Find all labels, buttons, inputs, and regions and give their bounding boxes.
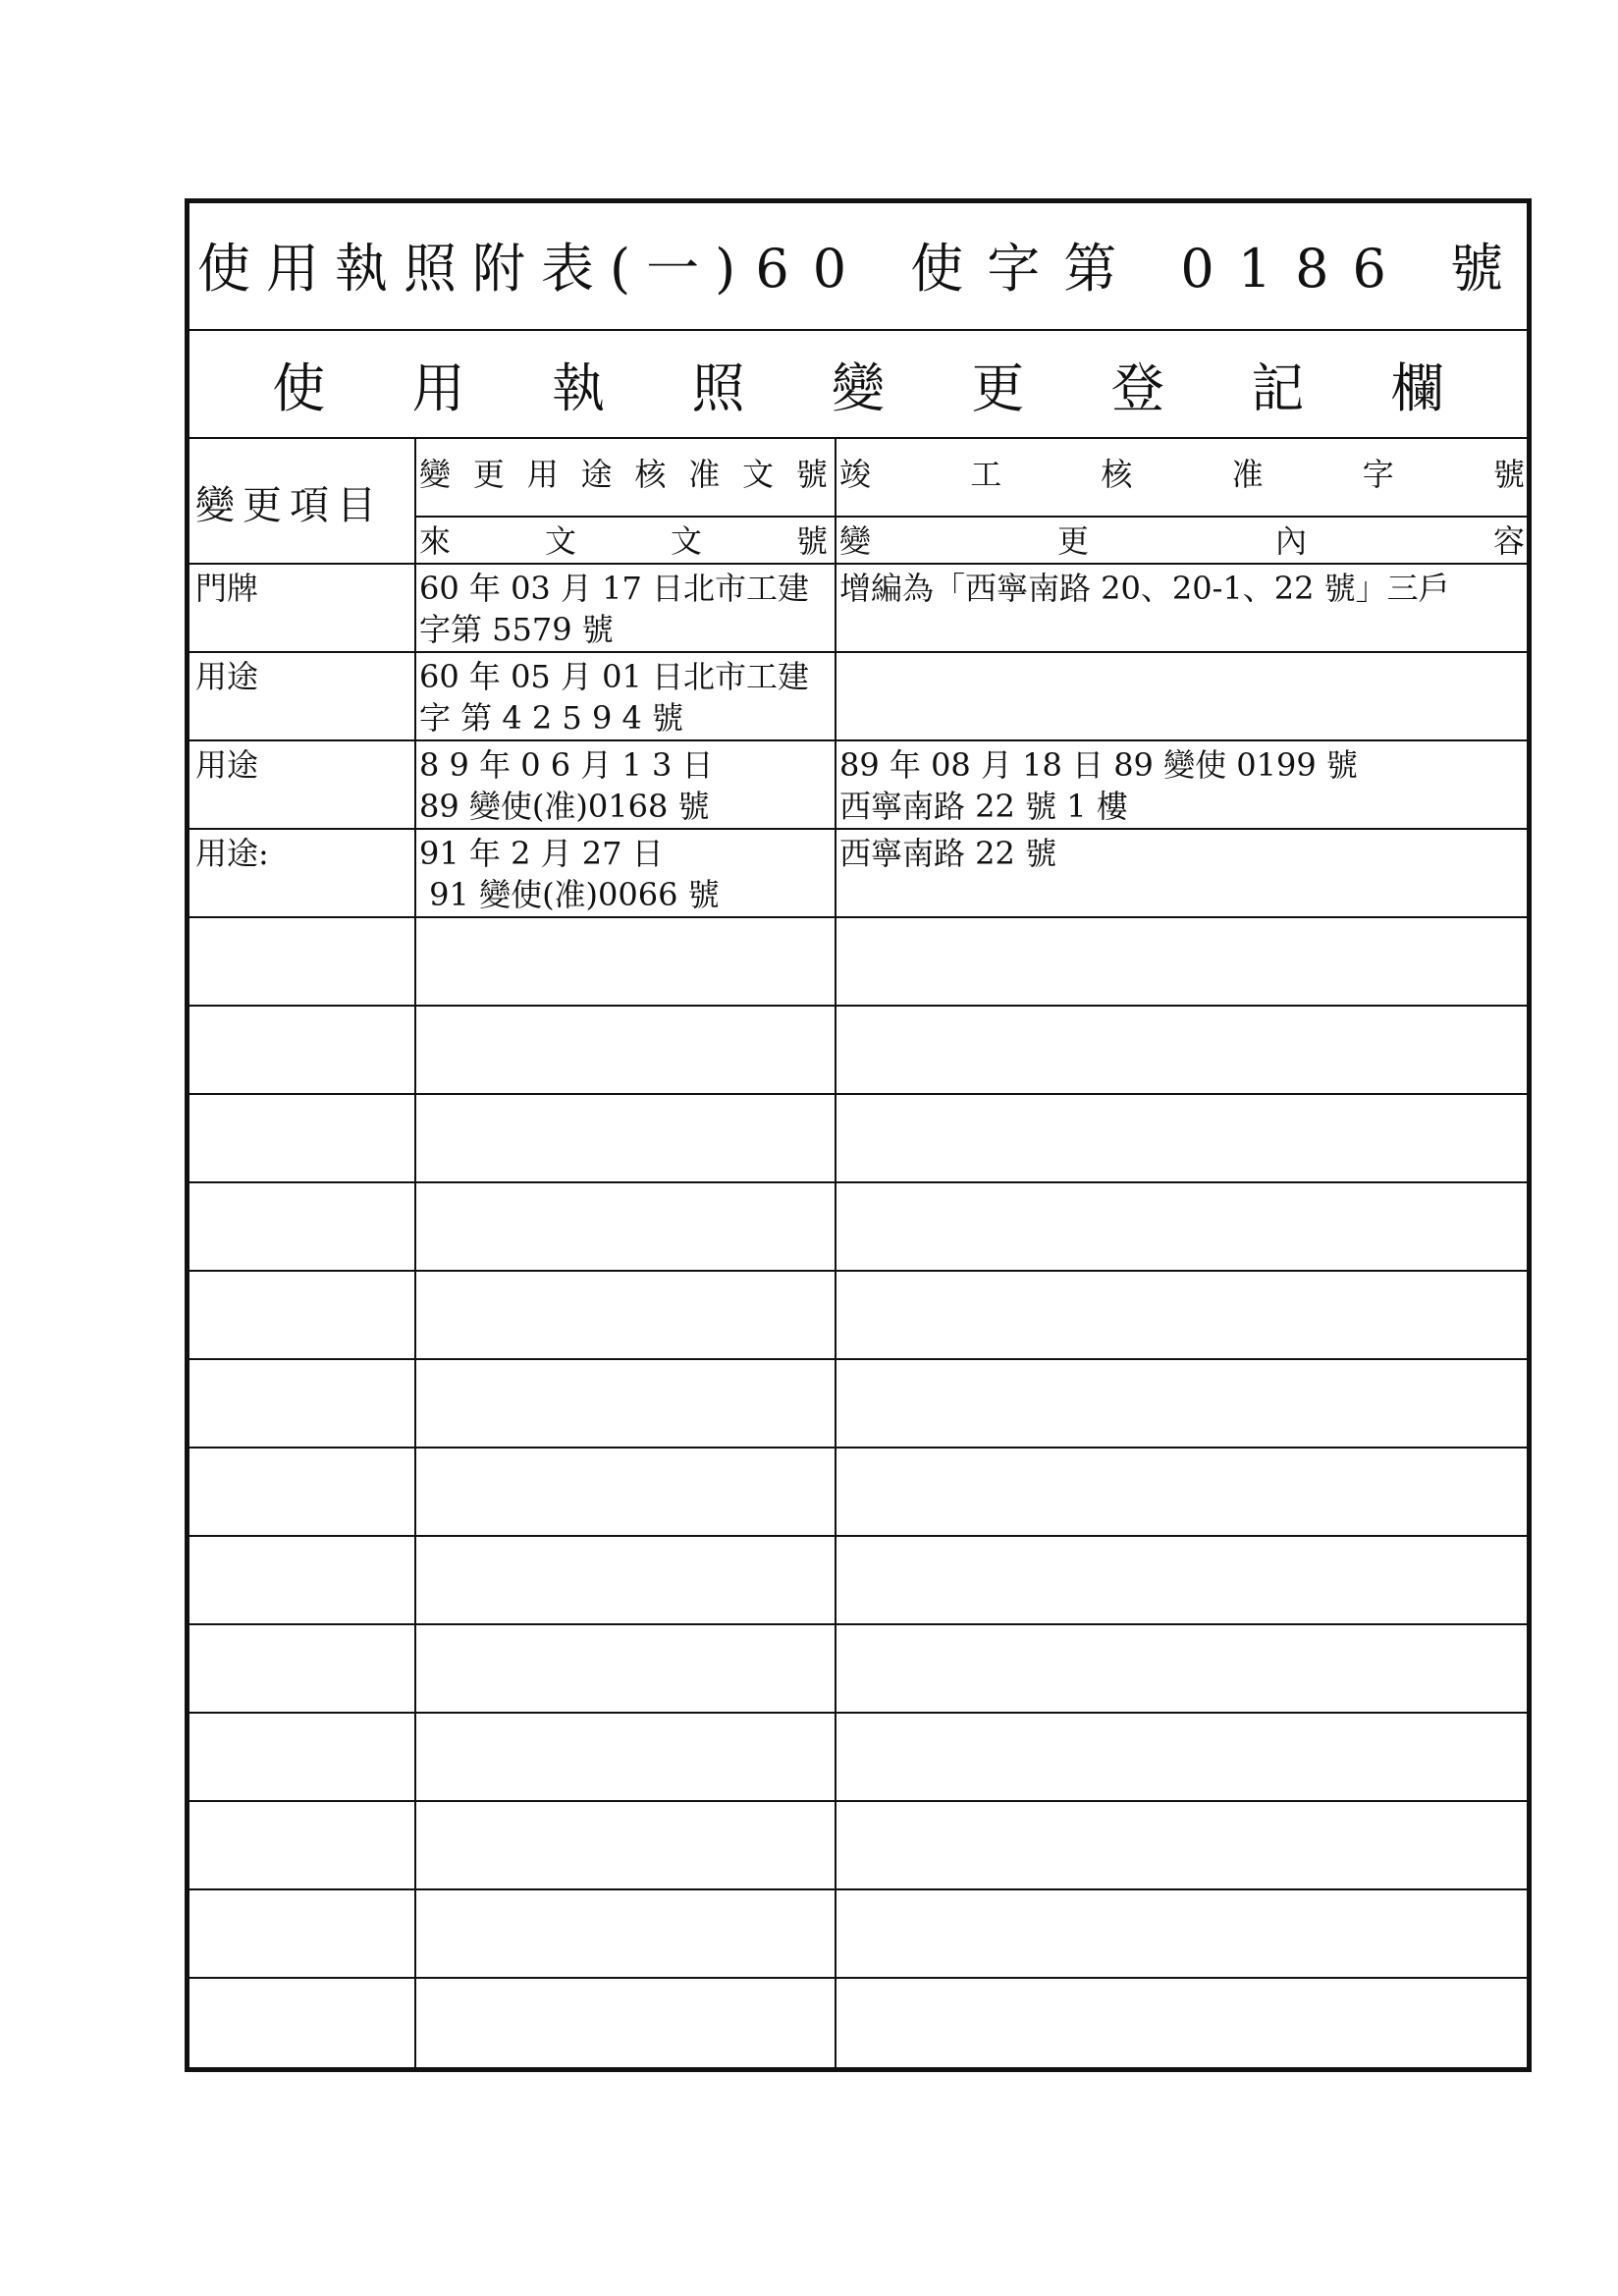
- header-char: 途: [580, 456, 613, 493]
- header-change-item: 變更項目: [195, 483, 384, 528]
- registration-sheet: [185, 198, 1532, 2072]
- row-line: [189, 651, 1527, 653]
- header-char: 內: [1274, 522, 1307, 560]
- header-char: 更: [472, 456, 505, 493]
- header-char: 號: [1492, 456, 1525, 493]
- banner-char: 照: [691, 356, 745, 419]
- header-incoming-doc-number: [419, 519, 828, 563]
- row-item: 門牌: [195, 570, 259, 607]
- row-content-line2: 西寧南路 22 號 1 樓: [839, 788, 1128, 825]
- banner-char: 執: [552, 356, 606, 419]
- row-doc-line2: 字 第 4 2 5 9 4 號: [419, 699, 684, 737]
- form-title: 使用執照附表(一): [197, 238, 752, 300]
- banner-char: 變: [831, 356, 885, 419]
- row-line: [189, 1623, 1527, 1625]
- banner-char: 用: [411, 356, 465, 419]
- header-char: 容: [1492, 522, 1525, 560]
- header-char: 竣: [839, 456, 872, 493]
- header-char: 用: [526, 456, 559, 493]
- row-item: 用途: [195, 746, 259, 784]
- header-char: 號: [795, 522, 828, 560]
- row-doc-line1: 8 9 年 0 6 月 1 3 日: [419, 746, 714, 784]
- row-line: [189, 1270, 1527, 1272]
- header-char: 變: [839, 522, 872, 560]
- header-char: 工: [970, 456, 1002, 493]
- license-number: 60 使字第 0186 號: [755, 238, 1527, 300]
- row-item: 用途: [195, 658, 259, 695]
- row-line: [189, 1093, 1527, 1095]
- row-line: [189, 563, 1527, 565]
- row-doc-line1: 60 年 03 月 17 日北市工建: [419, 570, 810, 607]
- banner-char: 登: [1110, 356, 1164, 419]
- header-char: 文: [544, 522, 576, 560]
- header-split-line: [414, 516, 1527, 518]
- header-approval-doc-number: [419, 453, 828, 496]
- row-content-line1: 增編為「西寧南路 20、20-1、22 號」三戶: [839, 570, 1450, 607]
- header-char: 文: [670, 522, 702, 560]
- row-line: [189, 828, 1527, 830]
- row-line: [189, 1005, 1527, 1007]
- row-line: [189, 1358, 1527, 1360]
- row-line: [189, 1800, 1527, 1802]
- header-change-content: [839, 519, 1525, 563]
- header-char: 變: [419, 456, 452, 493]
- row-line: [189, 739, 1527, 741]
- banner-char: 更: [971, 356, 1025, 419]
- row-doc-line1: 60 年 05 月 01 日北市工建: [419, 658, 810, 695]
- header-char: 號: [795, 456, 828, 493]
- banner-char: 使: [272, 356, 326, 419]
- row-line: [189, 1447, 1527, 1449]
- column-divider: [835, 439, 836, 2072]
- header-completion-approval-number: [839, 453, 1525, 496]
- header-char: 更: [1056, 522, 1089, 560]
- header-char: 字: [1362, 456, 1394, 493]
- banner-row: [189, 331, 1527, 439]
- row-line: [189, 1888, 1527, 1890]
- header-char: 准: [1231, 456, 1264, 493]
- row-item: 用途:: [195, 835, 269, 872]
- header-char: 核: [1101, 456, 1133, 493]
- title-row: [189, 203, 1527, 331]
- row-doc-line1: 91 年 2 月 27 日: [419, 835, 664, 872]
- banner-char: 記: [1251, 356, 1305, 419]
- header-char: 核: [634, 456, 667, 493]
- row-line: [189, 1977, 1527, 1979]
- header-char: 來: [419, 522, 452, 560]
- row-line: [189, 916, 1527, 918]
- column-divider: [414, 439, 416, 2072]
- row-content-line1: 西寧南路 22 號: [839, 835, 1057, 872]
- banner-char: 欄: [1390, 356, 1444, 419]
- row-line: [189, 1712, 1527, 1714]
- header-char: 准: [688, 456, 721, 493]
- row-doc-line2: 字第 5579 號: [419, 611, 614, 648]
- row-doc-line2: 91 變使(准)0066 號: [419, 876, 720, 913]
- row-line: [189, 1181, 1527, 1183]
- row-line: [189, 1535, 1527, 1537]
- row-content-line1: 89 年 08 月 18 日 89 變使 0199 號: [839, 746, 1358, 784]
- row-doc-line2: 89 變使(准)0168 號: [419, 788, 710, 825]
- header-char: 文: [742, 456, 775, 493]
